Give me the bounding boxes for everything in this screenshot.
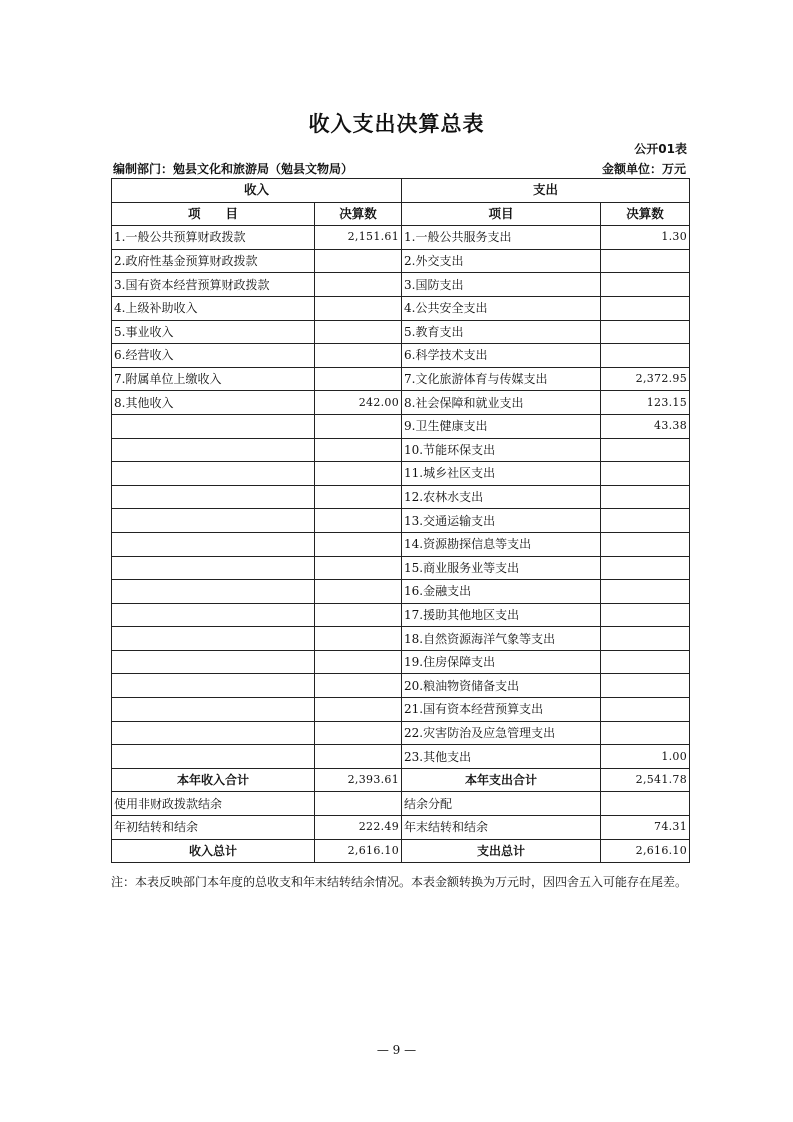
expense-amount-cell: [601, 273, 690, 297]
expense-amount-cell: [601, 698, 690, 722]
income-amount-cell: 222.49: [315, 816, 402, 840]
expense-item-cell: 7.文化旅游体育与传媒支出: [402, 367, 601, 391]
expense-item-cell: 19.住房保障支出: [402, 650, 601, 674]
expense-amount-cell: 74.31: [601, 816, 690, 840]
expense-amount-cell: [601, 650, 690, 674]
total-row: [112, 792, 690, 816]
table-row: [112, 226, 690, 250]
income-item-cell: [112, 627, 315, 651]
expense-item-cell: 12.农林水支出: [402, 485, 601, 509]
total-row: [112, 839, 690, 863]
footnote: 注：本表反映部门本年度的总收支和年末结转结余情况。本表金额转换为万元时，因四舍五入可能存在尾差。: [111, 875, 688, 889]
income-item-cell: 5.事业收入: [112, 320, 315, 344]
income-item-cell: 7.附属单位上缴收入: [112, 367, 315, 391]
income-amount-cell: [315, 438, 402, 462]
section-header-row: [112, 179, 690, 203]
table-row: [112, 580, 690, 604]
page-number: — 9 —: [376, 1043, 417, 1057]
expense-item-cell: 本年支出合计: [402, 768, 601, 792]
expense-item-cell: 16.金融支出: [402, 580, 601, 604]
income-item-cell: [112, 745, 315, 769]
table-row: [112, 532, 690, 556]
income-amount-cell: [315, 556, 402, 580]
table-row: [112, 462, 690, 486]
expense-amount-cell: [601, 438, 690, 462]
expense-item-cell: 15.商业服务业等支出: [402, 556, 601, 580]
income-item-cell: [112, 721, 315, 745]
table-row: [112, 650, 690, 674]
income-amount-cell: [315, 650, 402, 674]
income-amount-cell: [315, 603, 402, 627]
income-item-cell: [112, 556, 315, 580]
table-row: [112, 391, 690, 415]
expense-amount-cell: [601, 792, 690, 816]
income-item-cell: [112, 414, 315, 438]
income-item-cell: [112, 485, 315, 509]
income-item-cell: [112, 438, 315, 462]
table-row: [112, 320, 690, 344]
income-amount-cell: 2,616.10: [315, 839, 402, 863]
expense-item-cell: 结余分配: [402, 792, 601, 816]
header-expense-item: 项目: [402, 202, 601, 226]
expense-item-cell: 8.社会保障和就业支出: [402, 391, 601, 415]
expense-amount-cell: 1.30: [601, 226, 690, 250]
expense-item-cell: 23.其他支出: [402, 745, 601, 769]
total-row: [112, 768, 690, 792]
table-row: [112, 627, 690, 651]
income-item-cell: 使用非财政拨款结余: [112, 792, 315, 816]
income-amount-cell: [315, 532, 402, 556]
income-item-cell: [112, 532, 315, 556]
unit-label: 金额单位：万元: [601, 162, 686, 176]
table-row: [112, 344, 690, 368]
income-amount-cell: [315, 745, 402, 769]
table-row: [112, 674, 690, 698]
income-item-cell: [112, 698, 315, 722]
income-amount-cell: [315, 320, 402, 344]
expense-amount-cell: [601, 344, 690, 368]
income-item-cell: 8.其他收入: [112, 391, 315, 415]
expense-item-cell: 支出总计: [402, 839, 601, 863]
expense-amount-cell: [601, 320, 690, 344]
expense-item-cell: 2.外交支出: [402, 249, 601, 273]
income-amount-cell: [315, 580, 402, 604]
expense-item-cell: 年末结转和结余: [402, 816, 601, 840]
header-income-item: 项 目: [112, 202, 315, 226]
income-amount-cell: [315, 296, 402, 320]
meta-row: [111, 158, 688, 176]
income-amount-cell: [315, 627, 402, 651]
income-item-cell: 6.经营收入: [112, 344, 315, 368]
expense-item-cell: 10.节能环保支出: [402, 438, 601, 462]
income-expense-table: [111, 178, 690, 863]
expense-item-cell: 22.灾害防治及应急管理支出: [402, 721, 601, 745]
income-item-cell: 1.一般公共预算财政拨款: [112, 226, 315, 250]
table-row: [112, 296, 690, 320]
income-item-cell: [112, 603, 315, 627]
expense-amount-cell: [601, 485, 690, 509]
expense-amount-cell: [601, 627, 690, 651]
header-income-amount: 决算数: [315, 202, 402, 226]
income-item-cell: 收入总计: [112, 839, 315, 863]
income-amount-cell: [315, 509, 402, 533]
section-expense: 支出: [402, 179, 690, 203]
table-row: [112, 556, 690, 580]
expense-item-cell: 4.公共安全支出: [402, 296, 601, 320]
expense-amount-cell: [601, 556, 690, 580]
income-item-cell: [112, 509, 315, 533]
expense-amount-cell: [601, 674, 690, 698]
column-header-row: [112, 202, 690, 226]
expense-amount-cell: [601, 462, 690, 486]
expense-amount-cell: [601, 580, 690, 604]
expense-item-cell: 1.一般公共服务支出: [402, 226, 601, 250]
table-row: [112, 745, 690, 769]
income-amount-cell: 2,151.61: [315, 226, 402, 250]
expense-amount-cell: 1.00: [601, 745, 690, 769]
income-item-cell: 本年收入合计: [112, 768, 315, 792]
expense-item-cell: 9.卫生健康支出: [402, 414, 601, 438]
expense-amount-cell: 43.38: [601, 414, 690, 438]
expense-amount-cell: 2,616.10: [601, 839, 690, 863]
expense-item-cell: 18.自然资源海洋气象等支出: [402, 627, 601, 651]
income-item-cell: [112, 580, 315, 604]
expense-item-cell: 20.粮油物资储备支出: [402, 674, 601, 698]
income-amount-cell: [315, 698, 402, 722]
expense-item-cell: 5.教育支出: [402, 320, 601, 344]
income-amount-cell: [315, 721, 402, 745]
expense-amount-cell: 2,372.95: [601, 367, 690, 391]
income-item-cell: 年初结转和结余: [112, 816, 315, 840]
expense-amount-cell: [601, 532, 690, 556]
income-amount-cell: [315, 414, 402, 438]
expense-item-cell: 13.交通运输支出: [402, 509, 601, 533]
table-row: [112, 414, 690, 438]
expense-amount-cell: [601, 296, 690, 320]
expense-item-cell: 21.国有资本经营预算支出: [402, 698, 601, 722]
income-item-cell: [112, 650, 315, 674]
table-row: [112, 485, 690, 509]
table-row: [112, 698, 690, 722]
expense-amount-cell: [601, 721, 690, 745]
income-item-cell: 4.上级补助收入: [112, 296, 315, 320]
income-amount-cell: [315, 674, 402, 698]
income-amount-cell: [315, 485, 402, 509]
table-row: [112, 509, 690, 533]
expense-item-cell: 11.城乡社区支出: [402, 462, 601, 486]
table-row: [112, 603, 690, 627]
expense-item-cell: 14.资源勘探信息等支出: [402, 532, 601, 556]
expense-item-cell: 17.援助其他地区支出: [402, 603, 601, 627]
income-item-cell: [112, 674, 315, 698]
section-income: 收入: [112, 179, 402, 203]
income-amount-cell: [315, 344, 402, 368]
income-item-cell: [112, 462, 315, 486]
table-row: [112, 273, 690, 297]
expense-amount-cell: 123.15: [601, 391, 690, 415]
income-amount-cell: [315, 792, 402, 816]
expense-amount-cell: [601, 249, 690, 273]
header-expense-amount: 决算数: [601, 202, 690, 226]
income-amount-cell: 242.00: [315, 391, 402, 415]
expense-amount-cell: [601, 509, 690, 533]
income-amount-cell: 2,393.61: [315, 768, 402, 792]
table-code: 公开01表: [634, 142, 687, 156]
table-row: [112, 367, 690, 391]
expense-item-cell: 3.国防支出: [402, 273, 601, 297]
income-amount-cell: [315, 462, 402, 486]
page-title: 收入支出决算总表: [308, 112, 485, 136]
income-item-cell: 3.国有资本经营预算财政拨款: [112, 273, 315, 297]
table-row: [112, 438, 690, 462]
income-amount-cell: [315, 273, 402, 297]
income-amount-cell: [315, 367, 402, 391]
income-amount-cell: [315, 249, 402, 273]
expense-amount-cell: [601, 603, 690, 627]
total-row: [112, 816, 690, 840]
expense-item-cell: 6.科学技术支出: [402, 344, 601, 368]
expense-amount-cell: 2,541.78: [601, 768, 690, 792]
income-item-cell: 2.政府性基金预算财政拨款: [112, 249, 315, 273]
department-label: 编制部门：勉县文化和旅游局（勉县文物局）: [113, 162, 354, 176]
table-row: [112, 721, 690, 745]
table-row: [112, 249, 690, 273]
